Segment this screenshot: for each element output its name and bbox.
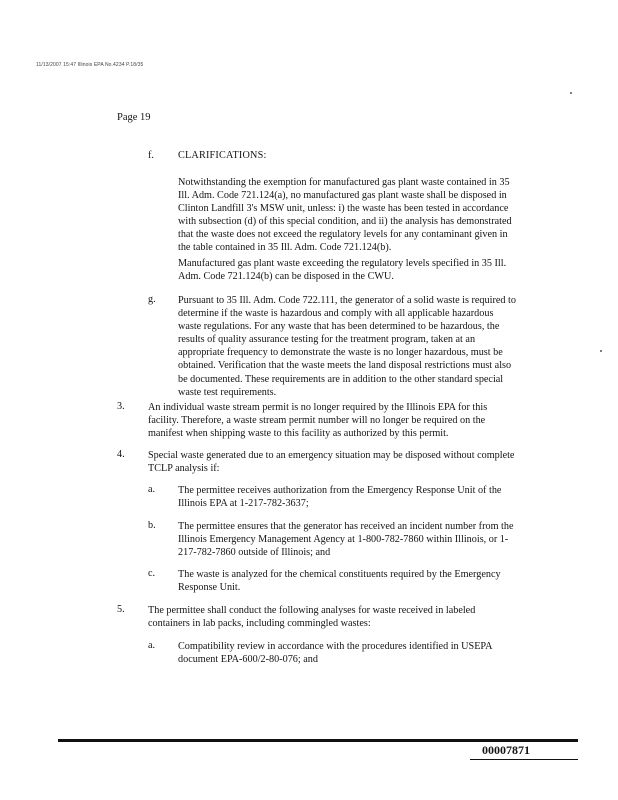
item-5a-text: Compatibility review in accordance with the procedures identified in USEPA document EPA-600/2-80-076; and bbox=[178, 641, 492, 666]
item-5a-label: a. bbox=[148, 640, 156, 651]
fax-header-line: 11/13/2007 15:47 Illinois EPA No.4234 P.18/35 bbox=[36, 62, 144, 68]
item-4a-text: The permittee receives authorization from the Emergency Response Unit of the Illinois EPA at 1-217-782-3637; bbox=[178, 485, 502, 510]
section-f-label: f. bbox=[148, 150, 154, 161]
item-5-label: 5. bbox=[117, 604, 125, 615]
clarification-paragraph-1: Notwithstanding the exemption for manufactured gas plant waste contained in 35 Ill. Adm. Code 721.124(a), no manufactured gas plant waste shall be disposed in Clinton Landfill 3's MSW unit, unless: i) the waste has been tested in accordance with subsection (d) of this special condition, and ii) the analysis has demonstrated that the waste does not exceed the regulatory levels for any contaminant given in the table contained in 35 Ill. Adm. Code 721.124(b). bbox=[178, 177, 512, 254]
item-4c-text: The waste is analyzed for the chemical constituents required by the Emergency Response Unit. bbox=[178, 569, 501, 594]
item-4b-text: The permittee ensures that the generator has received an incident number from the Illinois Emergency Management Agency at 1-800-782-7860 within Illinois, or 1-217-782-7860 outside of Illinois; and bbox=[178, 521, 514, 559]
item-5-intro: The permittee shall conduct the following analyses for waste received in labeled containers in lab packs, including commingled wastes: bbox=[148, 605, 476, 630]
footer-rule bbox=[58, 739, 578, 742]
item-4-intro: Special waste generated due to an emergency situation may be disposed without complete TCLP analysis if: bbox=[148, 450, 515, 475]
section-g-paragraph: Pursuant to 35 Ill. Adm. Code 722.111, the generator of a solid waste is required to determine if the waste is hazardous and comply with all applicable hazardous waste regulations. For any waste that has been determined to be hazardous, the results of quality assurance testing for the treatment program, taken at an appropriate frequency to demonstrate the waste is no longer hazardous, must be obtained. Verification that the waste meets the land disposal restrictions must also be documented. These requirements are in addition to the other standard special waste test requirements. bbox=[178, 295, 516, 398]
item-3-label: 3. bbox=[117, 401, 125, 412]
section-g-label: g. bbox=[148, 294, 156, 305]
page-number: Page 19 bbox=[117, 112, 151, 123]
section-heading: CLARIFICATIONS: bbox=[178, 150, 267, 161]
item-3-paragraph: An individual waste stream permit is no longer required by the Illinois EPA for this facility. Therefore, a waste stream permit number will no longer be required on the manifest when shipping waste to this facility as authorized by this permit. bbox=[148, 402, 488, 440]
scan-speck bbox=[570, 92, 572, 94]
item-4-label: 4. bbox=[117, 449, 125, 460]
clarification-paragraph-2: Manufactured gas plant waste exceeding the regulatory levels specified in 35 Ill. Adm. Code 721.124(b) can be disposed in the CWU. bbox=[178, 258, 507, 283]
bates-number: 00007871 bbox=[482, 743, 530, 757]
item-4c-label: c. bbox=[148, 568, 156, 579]
item-4a-label: a. bbox=[148, 484, 156, 495]
item-4b-label: b. bbox=[148, 520, 156, 531]
scan-speck bbox=[600, 350, 602, 352]
